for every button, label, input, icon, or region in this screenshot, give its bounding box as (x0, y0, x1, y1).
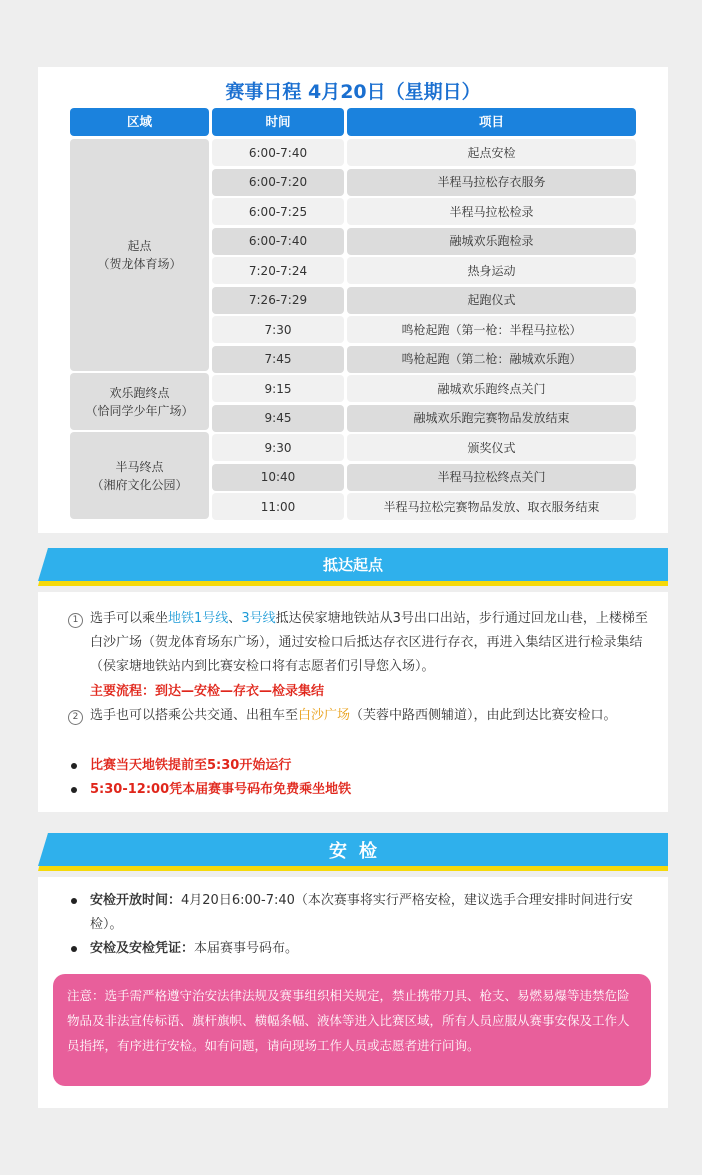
row-time: 6:00-7:40 (212, 139, 344, 166)
row-item: 起点安检 (347, 139, 636, 166)
zone-sub: （恰同学少年广场） (85, 403, 194, 418)
row-item: 融城欢乐跑终点关门 (347, 375, 636, 402)
bullet-dot (68, 889, 84, 913)
zone-name: 起点 (127, 239, 152, 253)
row-item: 热身运动 (347, 257, 636, 284)
zone-fun-run-finish (70, 373, 209, 430)
row-item: 融城欢乐跑完赛物品发放结束 (347, 405, 636, 432)
notice-box: 注意：选手需严格遵守治安法律法规及赛事组织相关规定，禁止携带刀具、枪支、易燃易爆等违禁危险物品及非法宣传标语、旗杆旗帜、横幅条幅、液体等进入比赛区域，所有人员应服从赛事安保及工作人员指挥，有序进行安检。如有问题，请向现场工作人员或志愿者进行问询。 (53, 974, 651, 1086)
security-title: 安检 (329, 840, 389, 862)
row-time: 9:30 (212, 434, 344, 461)
step-marker: 1 (68, 607, 84, 631)
arrive-title: 抵达起点 (322, 556, 383, 574)
row-item: 融城欢乐跑检录 (347, 228, 636, 255)
row-time: 7:45 (212, 346, 344, 373)
arrive-paragraph-2: 选手也可以搭乘公共交通、出租车至白沙广场（芙蓉中路西侧辅道），由此到达比赛安检口。 (90, 708, 617, 723)
header-item: 项目 (347, 108, 636, 136)
zone-start (70, 139, 209, 371)
arrive-card (38, 592, 668, 812)
row-item: 鸣枪起跑（第二枪：融城欢乐跑） (347, 346, 636, 373)
row-time: 6:00-7:25 (212, 198, 344, 225)
bullet-dot (68, 778, 84, 802)
metro-line-1: 地铁1号线 (168, 611, 229, 626)
row-time: 9:15 (212, 375, 344, 402)
schedule-card (38, 67, 668, 533)
header-time: 时间 (212, 108, 344, 136)
security-section-header (38, 833, 668, 871)
header-zone: 区域 (70, 108, 209, 136)
row-time: 7:30 (212, 316, 344, 343)
row-time: 6:00-7:20 (212, 169, 344, 196)
main-flow: 主要流程：到达—安检—存衣—检录集结 (90, 684, 325, 699)
security-open-time: 安检开放时间：4月20日6:00-7:40（本次赛事将实行严格安检，建议选手合理安排时间进行安检）。 (90, 893, 633, 932)
row-time: 6:00-7:40 (212, 228, 344, 255)
row-time: 11:00 (212, 493, 344, 520)
row-item: 半程马拉松完赛物品发放、取衣服务结束 (347, 493, 636, 520)
zone-name: 欢乐跑终点 (109, 385, 170, 400)
schedule-table (70, 108, 636, 528)
zone-name: 半马终点 (115, 459, 164, 474)
zone-half-marathon-finish (70, 432, 209, 519)
schedule-title: 赛事日程 4月20日（星期日） (225, 81, 481, 103)
arrive-section-header (38, 548, 668, 586)
zone-sub: （贺龙体育场） (97, 257, 182, 271)
bullet-dot (68, 937, 84, 961)
row-time: 10:40 (212, 464, 344, 491)
row-item: 起跑仪式 (347, 287, 636, 314)
row-item: 颁奖仪式 (347, 434, 636, 461)
security-credential: 安检及安检凭证：本届赛事号码布。 (90, 941, 299, 956)
row-item: 半程马拉松检录 (347, 198, 636, 225)
row-item: 半程马拉松终点关门 (347, 464, 636, 491)
security-card (38, 877, 668, 1108)
metro-line-3: 3号线 (241, 611, 276, 626)
step-marker: 2 (68, 704, 84, 728)
row-item: 鸣枪起跑（第一枪：半程马拉松） (347, 316, 636, 343)
row-time: 7:26-7:29 (212, 287, 344, 314)
arrive-paragraph-1: 选手可以乘坐地铁1号线、3号线抵达侯家塘地铁站从3号出口出站，步行通过回龙山巷，上楼梯至白沙广场（贺龙体育场东广场），通过安检口后抵达存衣区进行存衣，再进入集结区进行检录集结（侯家塘地铁站内到比赛安检口将有志愿者们引导您入场）。 (90, 611, 648, 674)
row-time: 9:45 (212, 405, 344, 432)
zone-sub: （湘府文化公园） (91, 477, 188, 492)
row-time: 7:20-7:24 (212, 257, 344, 284)
baisha-square: 白沙广场 (298, 708, 351, 723)
free-metro-note: 5:30-12:00凭本届赛事号码布免费乘坐地铁 (90, 782, 352, 797)
row-item: 半程马拉松存衣服务 (347, 169, 636, 196)
metro-early-note: 比赛当天地铁提前至5:30开始运行 (90, 758, 292, 773)
bullet-dot (68, 754, 84, 778)
